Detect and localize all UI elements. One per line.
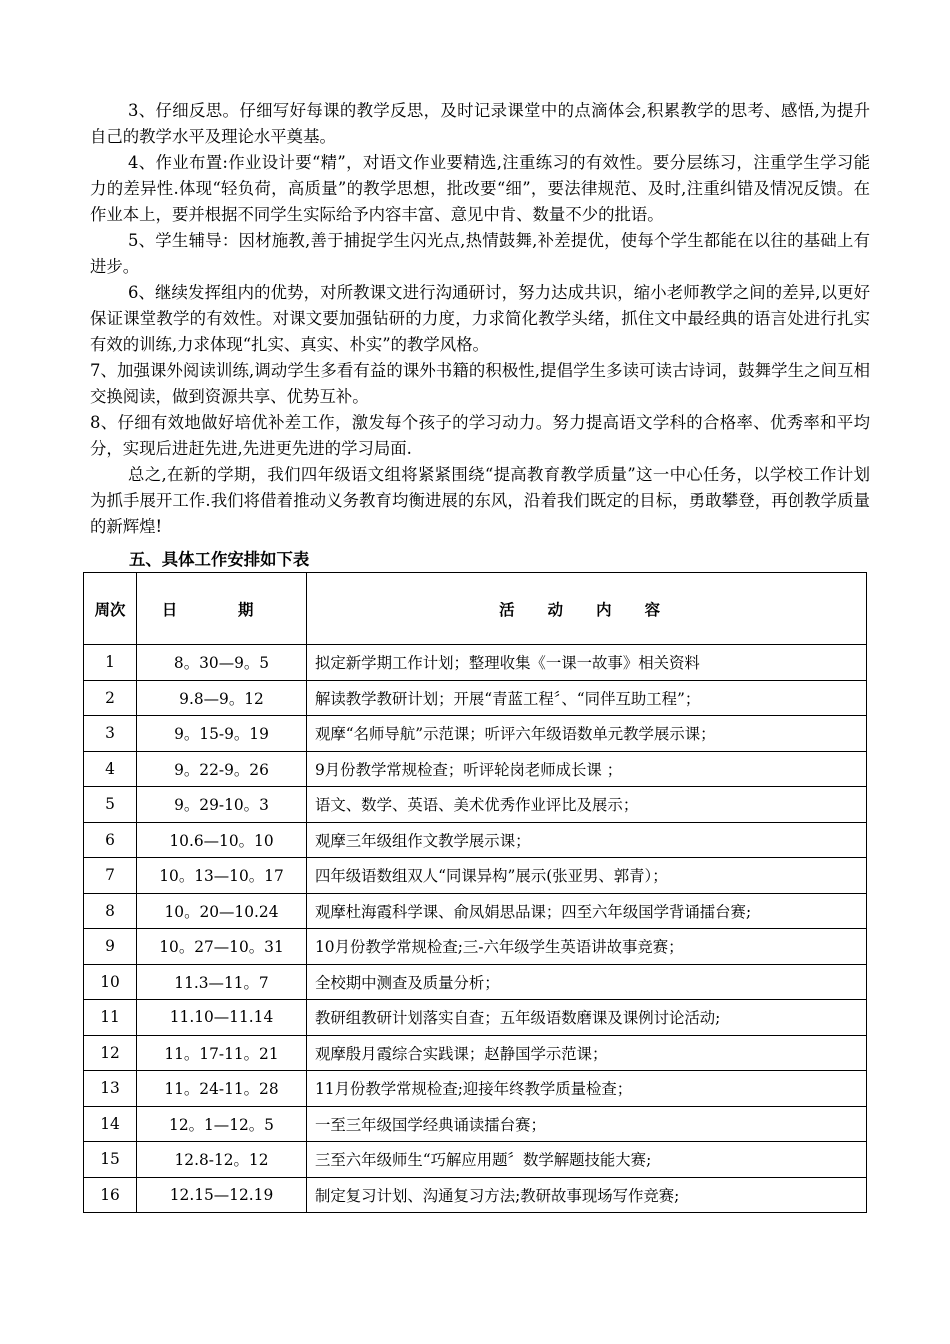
week-cell: 16 xyxy=(84,1177,137,1213)
header-week: 周次 xyxy=(84,573,137,645)
week-cell: 6 xyxy=(84,822,137,858)
table-row xyxy=(84,645,867,681)
table-row xyxy=(84,680,867,716)
activity-cell: 制定复习计划、沟通复习方法;教研故事现场写作竞赛; xyxy=(307,1177,867,1213)
date-cell: 9。29-10。3 xyxy=(137,787,307,823)
week-cell: 14 xyxy=(84,1106,137,1142)
table-row xyxy=(84,858,867,894)
table-row xyxy=(84,751,867,787)
table-row xyxy=(84,929,867,965)
activity-cell: 四年级语数组双人“同课异构”展示(张亚男、郭青）； xyxy=(307,858,867,894)
date-cell: 9.8—9。12 xyxy=(137,680,307,716)
activity-cell: 观摩殷月霞综合实践课；赵静国学示范课； xyxy=(307,1035,867,1071)
date-cell: 10.6—10。10 xyxy=(137,822,307,858)
date-cell: 9。22-9。26 xyxy=(137,751,307,787)
table-row xyxy=(84,787,867,823)
paragraph-reflection: 3、仔细反思。仔细写好每课的教学反思，及时记录课堂中的点滴体会,积累教学的思考、感悟,为提升自己的教学水平及理论水平奠基。 xyxy=(90,101,870,146)
date-cell: 12.15—12.19 xyxy=(137,1177,307,1213)
week-cell: 5 xyxy=(84,787,137,823)
table-row xyxy=(84,1035,867,1071)
date-cell: 10。20—10.24 xyxy=(137,893,307,929)
activity-cell: 全校期中测查及质量分析； xyxy=(307,964,867,1000)
date-cell: 11。24-11。28 xyxy=(137,1071,307,1107)
week-cell: 8 xyxy=(84,893,137,929)
week-cell: 13 xyxy=(84,1071,137,1107)
table-row xyxy=(84,1071,867,1107)
activity-cell: 拟定新学期工作计划；整理收集《一课一故事》相关资料 xyxy=(307,645,867,681)
week-cell: 9 xyxy=(84,929,137,965)
week-cell: 11 xyxy=(84,1000,137,1036)
activity-cell: 9月份教学常规检查；听评轮岗老师成长课 ； xyxy=(307,751,867,787)
week-cell: 1 xyxy=(84,645,137,681)
table-header-row xyxy=(84,573,867,645)
table-row xyxy=(84,822,867,858)
date-cell: 12.8-12。12 xyxy=(137,1142,307,1178)
paragraph-reading: 7、加强课外阅读训练,调动学生多看有益的课外书籍的积极性,提倡学生多读可读古诗词，鼓舞学生之间互相交换阅读，做到资源共享、优势互补。 xyxy=(90,361,870,406)
week-cell: 15 xyxy=(84,1142,137,1178)
week-cell: 10 xyxy=(84,964,137,1000)
week-cell: 7 xyxy=(84,858,137,894)
date-cell: 12。1—12。5 xyxy=(137,1106,307,1142)
paragraph-tutoring: 5、学生辅导：因材施教,善于捕捉学生闪光点,热情鼓舞,补差提优，使每个学生都能在以往的基础上有进步。 xyxy=(90,231,870,276)
activity-cell: 解读教学教研计划；开展“青蓝工程〞、“同伴互助工程”； xyxy=(307,680,867,716)
header-content: 活 动 内 容 xyxy=(307,573,867,645)
table-row xyxy=(84,1177,867,1213)
paragraph-remediation: 8、仔细有效地做好培优补差工作，激发每个孩子的学习动力。努力提高语文学科的合格率、优秀率和平均分，实现后进赶先进,先进更先进的学习局面. xyxy=(90,413,870,458)
section-heading: 五、具体工作安排如下表 xyxy=(129,550,310,569)
schedule-table xyxy=(83,572,867,1213)
activity-cell: 三至六年级师生“巧解应用题〞数学解题技能大赛; xyxy=(307,1142,867,1178)
body-text xyxy=(90,98,870,540)
table-row xyxy=(84,1106,867,1142)
table-row xyxy=(84,964,867,1000)
activity-cell: 语文、数学、英语、美术优秀作业评比及展示； xyxy=(307,787,867,823)
activity-cell: 观摩三年级组作文教学展示课； xyxy=(307,822,867,858)
week-cell: 4 xyxy=(84,751,137,787)
week-cell: 12 xyxy=(84,1035,137,1071)
date-cell: 11.3—11。7 xyxy=(137,964,307,1000)
date-cell: 10。27—10。31 xyxy=(137,929,307,965)
activity-cell: 观摩杜海霞科学课、俞凤娟思品课；四至六年级国学背诵擂台赛; xyxy=(307,893,867,929)
date-cell: 8。30—9。5 xyxy=(137,645,307,681)
week-cell: 2 xyxy=(84,680,137,716)
activity-cell: 教研组教研计划落实自查；五年级语数磨课及课例讨论活动; xyxy=(307,1000,867,1036)
activity-cell: 11月份教学常规检查;迎接年终教学质量检查； xyxy=(307,1071,867,1107)
date-cell: 11。17-11。21 xyxy=(137,1035,307,1071)
activity-cell: 10月份教学常规检查;三-六年级学生英语讲故事竞赛； xyxy=(307,929,867,965)
paragraph-homework: 4、作业布置:作业设计要“精”，对语文作业要精选,注重练习的有效性。要分层练习，注重学生学习能力的差异性.体现“轻负荷，高质量”的教学思想，批改要“细”，要法律规范、及时,注重纠错及情况反馈。在作业本上，要并根据不同学生实际给予内容丰富、意见中肯、数量不少的批语。 xyxy=(90,153,870,224)
date-cell: 9。15-9。19 xyxy=(137,716,307,752)
date-cell: 10。13—10。17 xyxy=(137,858,307,894)
paragraph-summary: 总之,在新的学期，我们四年级语文组将紧紧围绕“提高教育教学质量”这一中心任务，以学校工作计划为抓手展开工作.我们将借着推动义务教育均衡进展的东风，沿着我们既定的目标，勇敢攀登，再创教学质量的新辉煌! xyxy=(90,465,870,536)
week-cell: 3 xyxy=(84,716,137,752)
date-cell: 11.10—11.14 xyxy=(137,1000,307,1036)
activity-cell: 观摩“名师导航”示范课；听评六年级语数单元教学展示课； xyxy=(307,716,867,752)
activity-cell: 一至三年级国学经典诵读擂台赛； xyxy=(307,1106,867,1142)
paragraph-group-advantage: 6、继续发挥组内的优势，对所教课文进行沟通研讨，努力达成共识，缩小老师教学之间的差异,以更好保证课堂教学的有效性。对课文要加强钻研的力度，力求简化教学头绪，抓住文中最经典的语言处进行扎实有效的训练,力求体现“扎实、真实、朴实”的教学风格。 xyxy=(90,283,870,354)
header-date: 日 期 xyxy=(137,573,307,645)
table-row xyxy=(84,1142,867,1178)
table-row xyxy=(84,893,867,929)
table-row xyxy=(84,1000,867,1036)
table-row xyxy=(84,716,867,752)
